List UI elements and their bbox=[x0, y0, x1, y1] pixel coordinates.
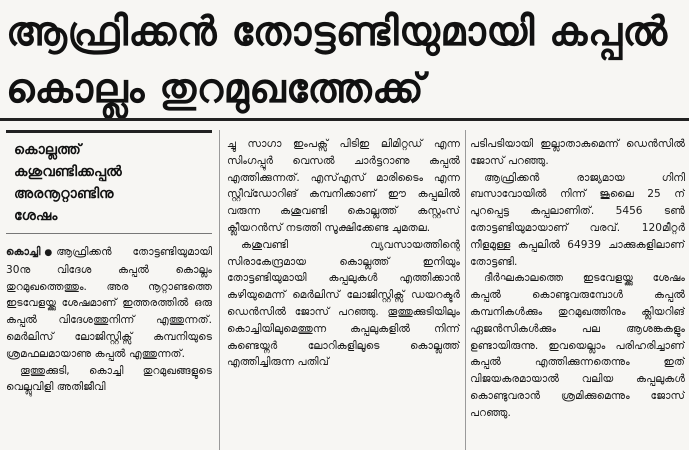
paragraph: ദീർഘകാലത്തെ ഇടവേളയ്ക്കു ശേഷം കപ്പൽ കൊണ്ടുവരുമ്പോൾ കപ്പൽ കമ്പനികൾക്കും തുറമുഖത്തിനും ക്ലിയറിങ് ഏജൻസികൾക്കും പല ആശങ്കകളും ഉണ്ടായിരുന്നു. ഇവയെല്ലാം പരിഹരിച്ചാണ് കപ്പൽ എത്തിക്കുന്നതെന്നും ഇത് വിജയകരമായാൽ വലിയ കപ്പലുകൾ കൊണ്ടുവരാൻ ശ്രമിക്കുമെന്നും ജോസ് പറഞ്ഞു. bbox=[470, 272, 685, 419]
headline-divider bbox=[0, 118, 689, 121]
subheading-line: കശുവണ്ടിക്കപ്പൽ bbox=[14, 164, 122, 180]
dateline: കൊച്ചി bbox=[6, 246, 41, 258]
headline-line-2: കൊല്ലം തുറമുഖത്തേക്ക് bbox=[6, 66, 425, 112]
subheading-line: ശേഷം bbox=[14, 208, 58, 224]
paragraph: ആഫ്രിക്കൻ രാജ്യമായ ഗിനി ബസാവോയിൽ നിന്ന് ജൂലൈ 25 ന് പുറപ്പെട്ട കപ്പലാണിത്. 5456 ടൺ തോട്ടണ്ടിയുമായാണ് വരവ്. 120മീറ്റർ നീളമുള്ള കപ്പലിൽ 64939 ചാക്കുകളിലാണ് തോട്ടണ്ടി. bbox=[470, 171, 685, 268]
subheading-line: കൊല്ലത്ത് bbox=[14, 142, 82, 158]
column-divider bbox=[219, 130, 220, 450]
headline-line-1: ആഫ്രിക്കൻ തോട്ടണ്ടിയുമായി കപ്പൽ bbox=[6, 9, 668, 55]
bullet-icon: ● bbox=[44, 248, 53, 258]
paragraph: കശുവണ്ടി വ്യവസായത്തിന്റെ സിരാകേന്ദ്രമായ കൊല്ലത്ത് ഇനിയും തോട്ടണ്ടിയുമായി കപ്പലുകൾ എത്തിക്കാൻ കഴിയുമെന്ന് മെർലിസ് ലോജിസ്റ്റിക്സ് ഡയറക്ടർ ഡെൻസിൽ ജോസ് പറഞ്ഞു. തൂത്തുക്കുടിയിലും കൊച്ചിയിലുമെത്തുന്ന കപ്പലുകളിൽ നിന്ന് കണ്ടെയ്നർ ലോറികളിലൂടെ കൊല്ലത്ത് എത്തിച്ചിരുന്ന പതിവ് bbox=[227, 238, 460, 369]
paragraph: തൂത്തുക്കുടി, കൊച്ചി തുറമുഖങ്ങളുടെ വെല്ലുവിളി അതിജീവി bbox=[6, 364, 212, 394]
article-column-1 bbox=[6, 130, 212, 444]
subheading-box bbox=[6, 130, 212, 234]
subheading-line: അരനൂറ്റാണ്ടിനു bbox=[14, 186, 114, 202]
column-divider bbox=[465, 130, 466, 450]
paragraph: പടിപടിയായി ഇല്ലാതാകുമെന്ന് ഡെൻസിൽ ജോസ് പറഞ്ഞു. bbox=[470, 138, 685, 167]
lead-paragraph bbox=[6, 244, 212, 363]
article-column-3 bbox=[470, 136, 685, 450]
headline bbox=[6, 4, 682, 118]
paragraph-text: ആഫ്രിക്കൻ തോട്ടണ്ടിയുമായി 30നു വിദേശ കപ്പൽ കൊല്ലം തുറമുഖത്തെത്തും. അര നൂറ്റാണ്ടത്തെ ഇടവേളയ്ക്കു ശേഷമാണ് ഇത്തരത്തിൽ ഒരു കപ്പൽ വിദേശത്തുനിന്ന് എത്തുന്നത്. മെർലിസ് ലോജിസ്റ്റിക്സ് കമ്പനിയുടെ ശ്രമഫലമായാണു കപ്പൽ എത്തുന്നത്. bbox=[6, 246, 212, 360]
article-column-2 bbox=[227, 136, 460, 450]
paragraph: ച്ചു സാഗാ ഇംപക്സ് പിടിഇ ലിമിറ്റഡ് എന്ന സിംഗപ്പൂർ വെസൽ ചാർട്ടറാണു കപ്പൽ എത്തിക്കുന്നത്. എസ്എസ് മാരിടൈം എന്ന സ്റ്റീവ്ഡോറിങ് കമ്പനിക്കാണ് ഈ കപ്പലിൽ വരുന്ന കശുവണ്ടി കൊല്ലത്ത് കസ്റ്റംസ് ക്ലീയറൻസ് നടത്തി സൂക്ഷിക്കേണ്ട ചുമതല. bbox=[227, 138, 460, 234]
